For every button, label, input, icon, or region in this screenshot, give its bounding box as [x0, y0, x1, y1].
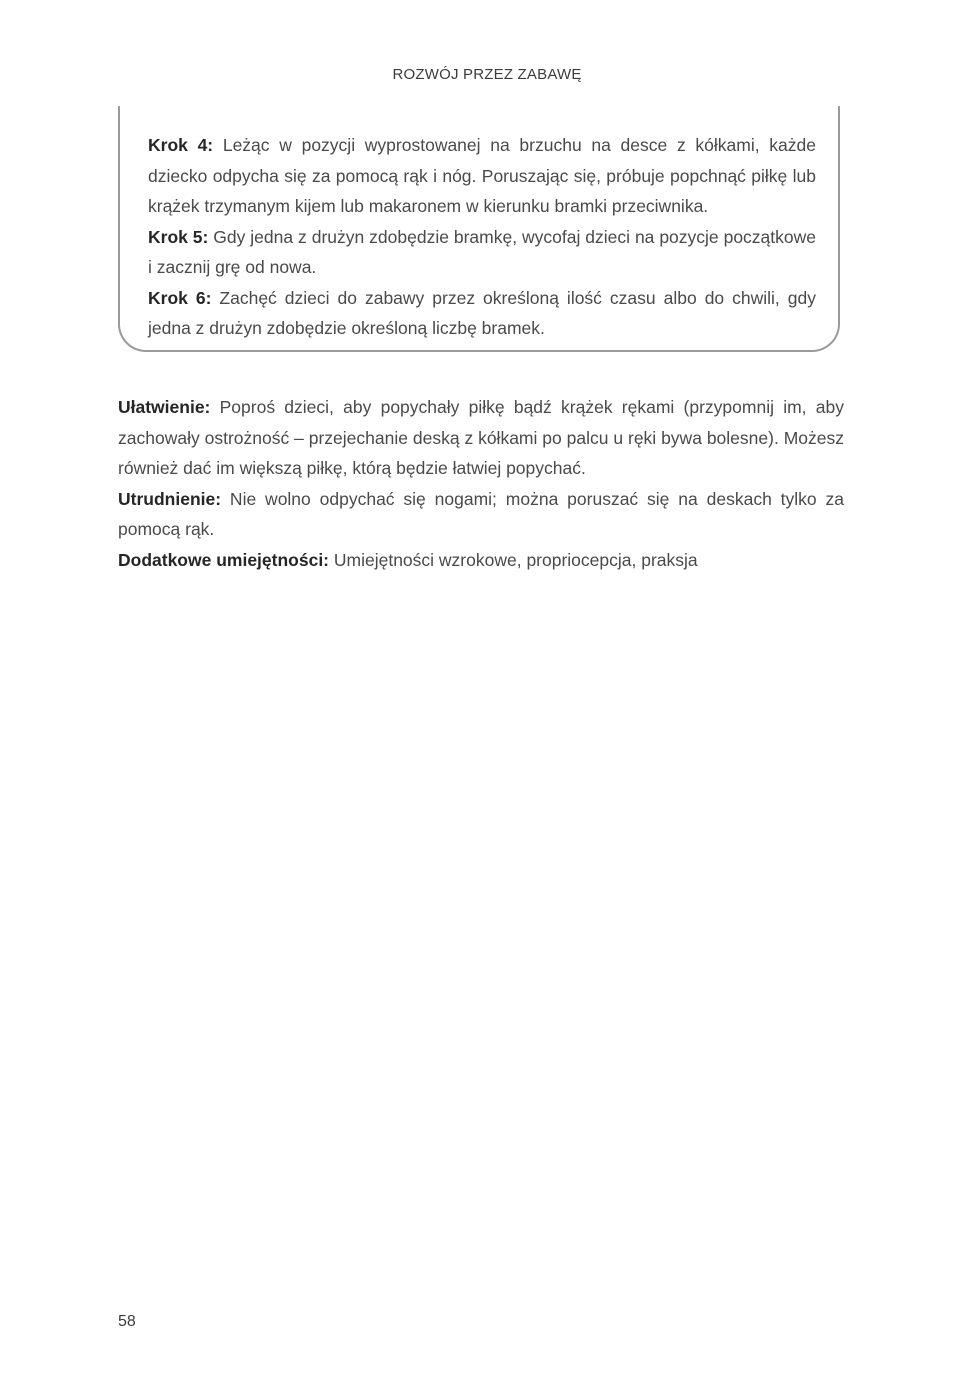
- easier-text: Poproś dzieci, aby popychały piłkę bądź krążek rękami (przypomnij im, aby zachowały ostrożność – przejechanie deską z kółkami po palcu u ręki bywa bolesne). Możesz również dać im większą piłkę, którą będzie łatwiej popychać.: [118, 397, 844, 478]
- harder-label: Utrudnienie:: [118, 488, 222, 509]
- easier-note: [118, 392, 844, 484]
- step-4-text: Leżąc w pozycji wyprostowanej na brzuchu na desce z kółkami, każde dziecko odpycha się za pomocą rąk i nóg. Poruszając się, próbuje popchnąć piłkę lub krążek trzymanym kijem lub makaronem w kierunku bramki przeciwnika.: [148, 135, 816, 216]
- step-4: [148, 130, 816, 222]
- step-4-label: Krok 4:: [148, 135, 214, 155]
- skills-note: [118, 545, 844, 576]
- page-number: 58: [118, 1313, 136, 1330]
- step-6: [148, 283, 816, 344]
- step-5: [148, 222, 816, 283]
- steps-box: [118, 106, 840, 352]
- steps-list: [148, 130, 816, 344]
- skills-text: Umiejętności wzrokowe, propriocepcja, praksja: [329, 549, 698, 570]
- step-5-text: Gdy jedna z drużyn zdobędzie bramkę, wycofaj dzieci na pozycje początkowe i zacznij grę od nowa.: [148, 226, 816, 277]
- harder-note: [118, 484, 844, 545]
- step-6-text: Zachęć dzieci do zabawy przez określoną ilość czasu albo do chwili, gdy jedna z drużyn zdobędzie określoną liczbę bramek.: [148, 287, 816, 338]
- harder-text: Nie wolno odpychać się nogami; można poruszać się na deskach tylko za pomocą rąk.: [118, 488, 844, 539]
- step-6-label: Krok 6:: [148, 287, 212, 308]
- notes-section: [118, 392, 844, 575]
- step-5-label: Krok 5:: [148, 226, 209, 247]
- running-header: ROZWÓJ PRZEZ ZABAWĘ: [392, 66, 582, 83]
- skills-label: Dodatkowe umiejętności:: [118, 549, 330, 570]
- easier-label: Ułatwienie:: [118, 397, 211, 417]
